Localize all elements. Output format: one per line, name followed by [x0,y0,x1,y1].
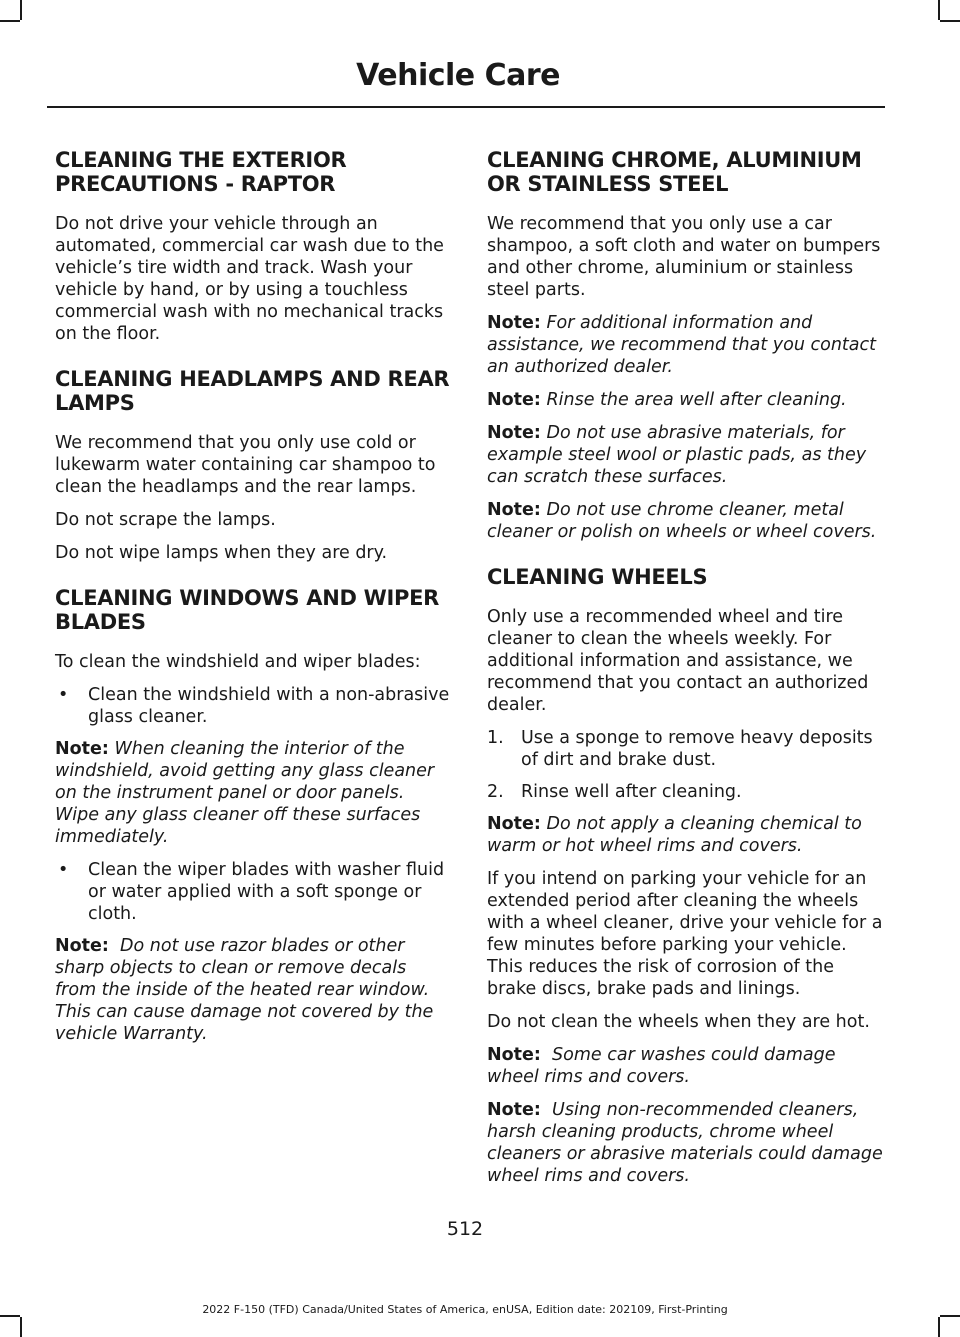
crop-mark-bottom-right [940,1315,960,1317]
note [487,422,883,488]
list-item [487,781,883,803]
crop-mark-bottom-right [938,1317,940,1337]
list-item [55,684,451,728]
crop-mark-bottom-left [20,1317,22,1337]
list-item [55,859,451,925]
numbered-list [487,727,883,803]
list-item-text: Rinse well after cleaning. [521,782,742,802]
step-number: 2. [487,782,504,802]
paragraph: Do not drive your vehicle through an automated, commercial car wash due to the vehicle’s tire width and track. Wash your vehicle by hand, or by using a touchless commercial wash with no mechanical tracks on the floor. [55,214,444,344]
bullet-list [55,859,451,925]
note-text: Do not use chrome cleaner, metal cleaner or polish on wheels or wheel covers. [487,500,877,542]
note-text: Using non-recommended cleaners, harsh cleaning products, chrome wheel cleaners or abrasive materials could damage wheel rims and covers. [487,1100,883,1186]
right-column [487,148,883,1198]
paragraph: We recommend that you only use cold or lukewarm water containing car shampoo to clean the headlamps and the rear lamps. [55,433,436,497]
bullet-list [55,684,451,728]
paragraph: To clean the windshield and wiper blades: [55,652,421,672]
list-item-text: Use a sponge to remove heavy deposits of dirt and brake dust. [521,728,873,770]
list-item [487,727,883,771]
note-label: Note: [487,500,541,520]
note [487,813,883,857]
section-heading-headlamps: CLEANING HEADLAMPS AND REAR LAMPS [55,367,450,415]
note-text: Do not use abrasive materials, for example steel wool or plastic pads, as they can scratch these surfaces. [487,423,867,487]
section-heading-chrome: CLEANING CHROME, ALUMINIUM OR STAINLESS STEEL [487,148,862,196]
step-number: 1. [487,728,504,748]
left-column [55,148,451,1056]
paragraph: If you intend on parking your vehicle for an extended period after cleaning the wheels with a wheel cleaner, drive your vehicle for a few minutes before parking your vehicle. This reduces the risk of corrosion of the brake discs, brake pads and linings. [487,869,883,999]
section-heading-exterior-precautions: CLEANING THE EXTERIOR PRECAUTIONS - RAPTOR [55,148,347,196]
note [55,738,451,848]
note-text: For additional information and assistance, we recommend that you contact an authorized dealer. [487,313,876,377]
paragraph: We recommend that you only use a car shampoo, a soft cloth and water on bumpers and other chrome, aluminium or stainless steel parts. [487,214,881,300]
note-label: Note: [487,1045,541,1065]
paragraph: Do not wipe lamps when they are dry. [55,543,388,563]
note [487,499,883,543]
note [55,935,451,1045]
note-text: Rinse the area well after cleaning. [546,390,847,410]
bullet-marker: • [58,685,69,705]
section-heading-windows-wipers: CLEANING WINDOWS AND WIPER BLADES [55,586,439,634]
paragraph: Only use a recommended wheel and tire cleaner to clean the wheels weekly. For additional information and assistance, we recommend that you contact an authorized dealer. [487,607,869,715]
note-text: Some car washes could damage wheel rims and covers. [487,1045,836,1087]
header-divider [47,106,885,108]
note-text: Do not use razor blades or other sharp objects to clean or remove decals from the inside of the heated rear window. This can cause damage not covered by the vehicle Warranty. [55,936,434,1044]
note-label: Note: [55,739,109,759]
note [487,1099,883,1187]
section-heading-wheels: CLEANING WHEELS [487,565,708,589]
list-item-text: Clean the wiper blades with washer fluid or water applied with a soft sponge or cloth. [88,860,445,924]
footer-edition-info: 2022 F-150 (TFD) Canada/United States of America, enUSA, Edition date: 202109, First-Printing [202,1303,728,1316]
note-label: Note: [487,390,541,410]
paragraph: Do not scrape the lamps. [55,510,276,530]
note [487,389,883,411]
note [487,312,883,378]
note-text: When cleaning the interior of the windshield, avoid getting any glass cleaner on the instrument panel or door panels. Wipe any glass cleaner off these surfaces immediately. [55,739,435,847]
note-label: Note: [487,423,541,443]
note-label: Note: [487,814,541,834]
bullet-marker: • [58,860,69,880]
page-number: 512 [446,1218,484,1240]
crop-mark-top-right [938,0,940,20]
crop-mark-top-left [0,20,20,22]
crop-mark-top-right [940,20,960,22]
note-label: Note: [55,936,109,956]
note-text: Do not apply a cleaning chemical to warm or hot wheel rims and covers. [487,814,862,856]
note-label: Note: [487,1100,541,1120]
note [487,1044,883,1088]
note-label: Note: [487,313,541,333]
page-header-title: Vehicle Care [356,58,560,93]
paragraph: Do not clean the wheels when they are hot. [487,1012,870,1032]
crop-mark-top-left [20,0,22,20]
list-item-text: Clean the windshield with a non-abrasive glass cleaner. [88,685,450,727]
